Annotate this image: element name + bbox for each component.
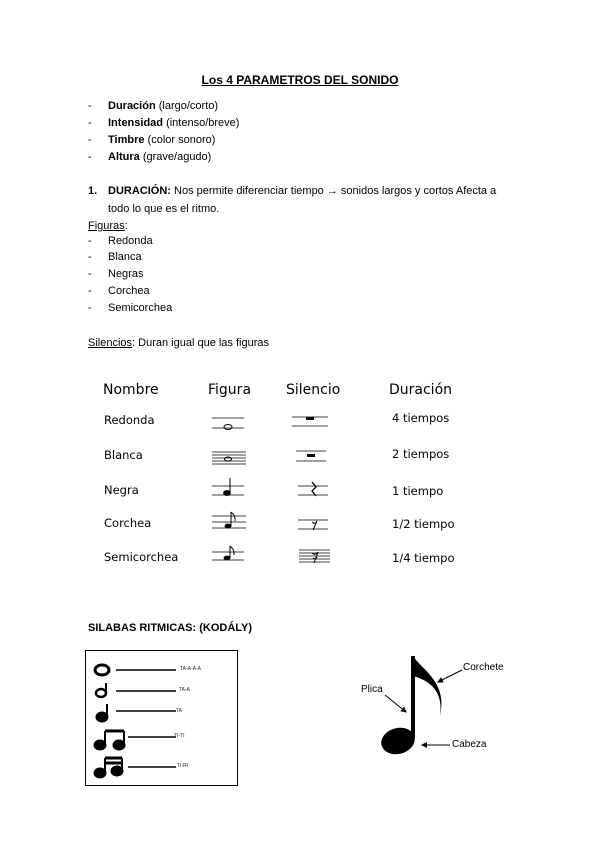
row-nombre: Negra	[104, 483, 139, 497]
note-flag-icon	[413, 656, 442, 716]
row-duracion: 1 tiempo	[392, 484, 444, 498]
whole-rest-icon	[306, 417, 314, 420]
row-duracion: 4 tiempos	[392, 411, 450, 425]
whole-note-icon	[224, 425, 232, 430]
staff-rest-corchea	[298, 520, 328, 529]
note-diagram	[350, 650, 550, 760]
row-nombre: Corchea	[104, 516, 152, 530]
figura-item: - Semicorchea	[88, 302, 173, 314]
sixteenth-note-icon	[224, 556, 230, 560]
header-silencio: Silencio	[286, 382, 341, 398]
row-duracion: 1/4 tiempo	[392, 551, 455, 565]
page-title: Los 4 PARAMETROS DEL SONIDO	[201, 73, 399, 87]
kodaly-syllable: TA-A-A-A	[180, 666, 202, 672]
param-item: - Intensidad (intenso/breve)	[88, 117, 240, 129]
whole-note-icon	[95, 665, 109, 675]
kodaly-box	[85, 650, 238, 786]
header-nombre: Nombre	[103, 382, 159, 398]
kodaly-syllable: TI-RI	[177, 763, 189, 769]
kodaly-syllable: TA-A	[179, 687, 191, 693]
figura-item: - Blanca	[88, 251, 142, 263]
sixteenth-pair-icon	[94, 758, 123, 778]
silencios-line: Silencios: Duran igual que las figuras	[88, 337, 269, 349]
header-duracion: Duración	[389, 382, 453, 398]
quarter-rest-icon	[312, 482, 316, 496]
param-item: - Timbre (color sonoro)	[88, 134, 216, 146]
figura-item: - Corchea	[88, 285, 150, 297]
section-duracion: 1. DURACIÓN: Nos permite diferenciar tiempo → sonidos largos y cortos Afecta a todo lo que es el ritmo.	[88, 185, 497, 215]
kodaly-symbols	[86, 651, 237, 785]
row-duracion: 2 tiempos	[392, 447, 450, 461]
eighth-pair-icon	[94, 731, 125, 750]
label-corchete: Corchete	[463, 662, 504, 673]
half-rest-icon	[307, 454, 315, 457]
figuras-label: Figuras:	[88, 220, 128, 232]
label-cabeza: Cabeza	[452, 739, 487, 750]
figura-item: - Redonda	[88, 235, 153, 247]
row-nombre: Blanca	[104, 448, 143, 462]
header-figura: Figura	[208, 382, 252, 398]
label-plica: Plica	[361, 684, 383, 695]
figura-item: - Negras	[88, 268, 144, 280]
eighth-note-icon	[225, 524, 231, 528]
sixteenth-rest-icon	[312, 552, 318, 563]
quarter-note-icon	[224, 491, 231, 496]
figures-rests-graphics	[200, 400, 350, 580]
param-item: - Duración (largo/corto)	[88, 100, 219, 112]
half-note-icon	[96, 689, 106, 697]
kodaly-title: SILABAS RITMICAS: (KODÁLY)	[88, 622, 252, 634]
staff-redonda	[212, 418, 244, 428]
kodaly-syllable: TI-TI	[174, 733, 185, 739]
row-nombre: Redonda	[104, 413, 155, 427]
row-nombre: Semicorchea	[104, 550, 179, 564]
staff-blanca	[212, 452, 246, 464]
param-item: - Altura (grave/agudo)	[88, 151, 212, 163]
row-duracion: 1/2 tiempo	[392, 517, 455, 531]
kodaly-syllable: TA	[176, 708, 183, 714]
